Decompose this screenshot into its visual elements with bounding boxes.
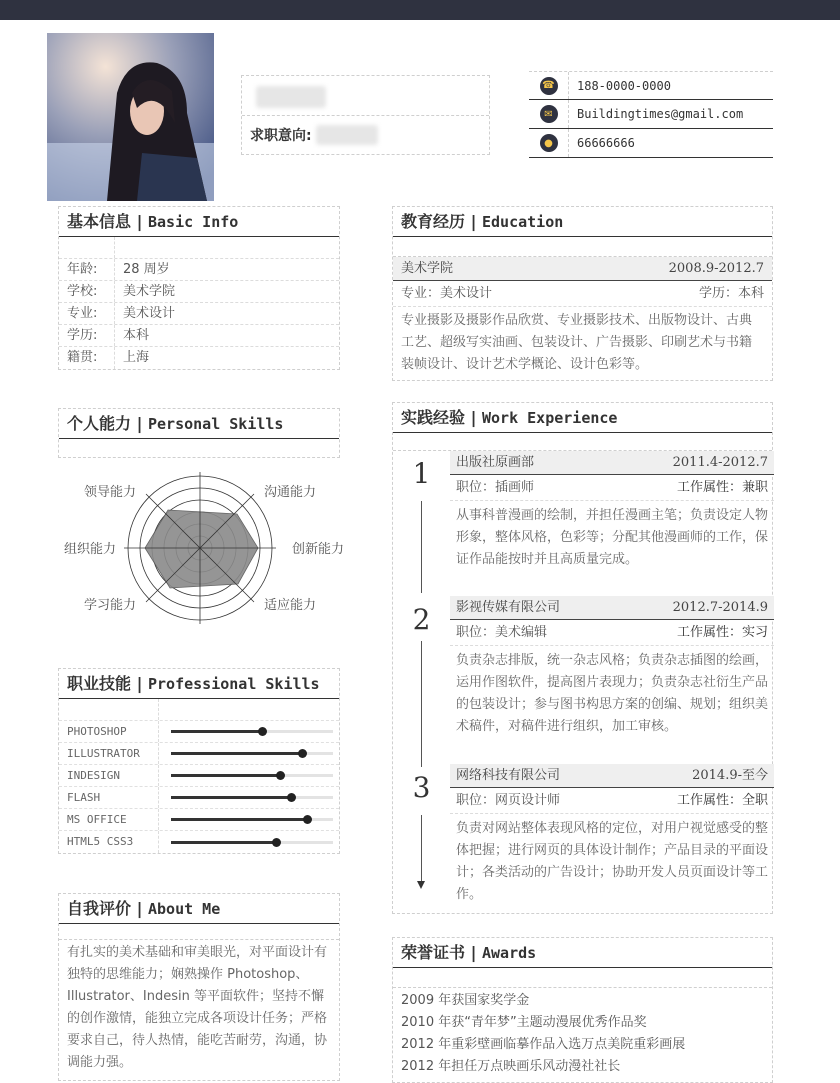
work-title-en: Work Experience bbox=[482, 409, 618, 427]
job-entry bbox=[450, 451, 774, 575]
radar-axis-label: 沟通能力 bbox=[264, 485, 317, 500]
job-description: 负责对网站整体表现风格的定位，对用户视觉感受的整体把握；进行网页的具体设计制作；产品目录的平面设计；各类活动的广告设计；协助开发人员页面设计等工作。 bbox=[456, 821, 769, 902]
basic-key: 学历: bbox=[59, 325, 115, 346]
basic-value: 28 周岁 bbox=[123, 262, 170, 277]
skill-level-knob bbox=[272, 838, 281, 847]
education-section bbox=[392, 206, 773, 381]
radar-axis-label: 组织能力 bbox=[64, 542, 117, 557]
contact-email: Buildingtimes@gmail.com bbox=[577, 107, 744, 121]
job-company-row bbox=[450, 451, 774, 475]
basic-info-title: 基本信息 | Basic Info bbox=[59, 207, 339, 237]
job-type: 工作属性：兼职 bbox=[676, 480, 768, 495]
job-number: 3 bbox=[412, 771, 431, 804]
radar-axis-label: 领导能力 bbox=[84, 485, 137, 500]
top-bar bbox=[0, 0, 840, 20]
name-box bbox=[241, 75, 490, 155]
skill-level-bar bbox=[171, 774, 333, 777]
basic-row bbox=[59, 281, 339, 303]
education-title-en: Education bbox=[482, 213, 564, 231]
profile-photo bbox=[47, 33, 214, 201]
awards-spacer bbox=[393, 968, 772, 988]
skill-name: PHOTOSHOP bbox=[59, 721, 159, 742]
basic-value: 美术设计 bbox=[123, 306, 176, 321]
job-position-row bbox=[450, 620, 774, 646]
skill-level-bar bbox=[171, 818, 333, 821]
phone-icon: ☎ bbox=[529, 72, 569, 99]
basic-row bbox=[59, 303, 339, 325]
education-description: 专业摄影及摄影作品欣赏、专业摄影技术、出版物设计、古典工艺、超级写实油画、包装设计、广告摄影、印刷艺术与书籍装帧设计、设计艺术学概论、设计色彩等。 bbox=[401, 313, 753, 372]
about-title-en: About Me bbox=[148, 900, 221, 918]
radar-axis-label: 适应能力 bbox=[264, 598, 317, 613]
education-school: 美术学院 bbox=[401, 261, 454, 276]
job-type: 工作属性：全职 bbox=[676, 793, 768, 808]
basic-value: 美术学院 bbox=[123, 284, 176, 299]
skill-row bbox=[59, 831, 339, 853]
skill-row bbox=[59, 787, 339, 809]
professional-skills-title-cn: 职业技能 bbox=[67, 674, 132, 693]
award-item: 2012 年重彩壁画临摹作品入选万点美院重彩画展 bbox=[401, 1037, 686, 1052]
education-school-row bbox=[393, 257, 772, 281]
basic-key: 专业: bbox=[59, 303, 115, 324]
timeline-line bbox=[421, 815, 422, 887]
qq-icon: ● bbox=[529, 129, 569, 157]
award-item: 2010 年获“青年梦”主题动漫展优秀作品奖 bbox=[401, 1015, 647, 1030]
work-spacer bbox=[393, 433, 772, 451]
professional-skills-section bbox=[58, 668, 340, 854]
job-company: 网络科技有限公司 bbox=[456, 768, 561, 783]
about-text: 有扎实的美术基础和审美眼光，对平面设计有独特的思维能力；娴熟操作 Photoshop、Illustrator、Indesin 等平面软件；坚持不懈的创作激情，能独立完成各项设计任务；严格要求自己，待人热情，能吃苦耐劳，沟通，协调能力强。 bbox=[67, 945, 328, 1070]
contact-phone: 188-0000-0000 bbox=[577, 78, 671, 93]
award-item: 2009 年获国家奖学金 bbox=[401, 993, 530, 1008]
awards-title-cn: 荣誉证书 bbox=[401, 943, 466, 962]
radar-axis-label: 创新能力 bbox=[292, 542, 345, 557]
name-row bbox=[242, 76, 489, 116]
skill-row bbox=[59, 721, 339, 743]
personal-skills-title-en: Personal Skills bbox=[148, 415, 284, 433]
job-company-row bbox=[450, 764, 774, 788]
job-company-row bbox=[450, 596, 774, 620]
job-number: 2 bbox=[412, 603, 431, 636]
job-description: 从事科普漫画的绘制，并担任漫画主笔；负责设定人物形象，整体风格，色彩等；分配其他漫画师的工作，保证作品能按时并且高质量完成。 bbox=[456, 508, 769, 567]
education-title: 教育经历 | Education bbox=[393, 207, 772, 237]
education-title-cn: 教育经历 bbox=[401, 212, 466, 231]
basic-row bbox=[59, 325, 339, 347]
skill-level-bar bbox=[171, 841, 333, 844]
personal-skills-section bbox=[58, 408, 345, 613]
skill-level-bar bbox=[171, 796, 333, 799]
work-title-cn: 实践经验 bbox=[401, 408, 466, 427]
basic-info-title-en: Basic Info bbox=[148, 213, 239, 231]
skill-level-bar bbox=[171, 752, 333, 755]
awards-section bbox=[392, 937, 773, 1083]
basic-value: 本科 bbox=[123, 328, 150, 343]
basic-row bbox=[59, 347, 339, 369]
skill-level-fill bbox=[171, 730, 262, 733]
contact-box bbox=[529, 71, 773, 158]
basic-spacer-row bbox=[59, 237, 339, 259]
timeline-line bbox=[421, 641, 422, 767]
job-description: 负责杂志排版，统一杂志风格；负责杂志插图的绘画，运用作图软件，提高图片表现力；负责杂志社衍生产品的包装设计；参与图书构思方案的创编、规划；组织美术稿件，对稿件进行组织，加工审核。 bbox=[456, 653, 769, 734]
job-position-row bbox=[450, 788, 774, 814]
professional-skills-title-en: Professional Skills bbox=[148, 675, 320, 693]
job-period: 2014.9-至今 bbox=[692, 768, 768, 783]
skill-level-fill bbox=[171, 796, 291, 799]
job-position: 职位：美术编辑 bbox=[456, 625, 548, 640]
job-entry bbox=[450, 764, 774, 910]
job-position: 职位：插画师 bbox=[456, 480, 535, 495]
awards-title-en: Awards bbox=[482, 944, 537, 962]
job-type: 工作属性：实习 bbox=[676, 625, 768, 640]
about-title-cn: 自我评价 bbox=[67, 899, 132, 918]
job-number: 1 bbox=[412, 457, 431, 490]
contact-qq: 66666666 bbox=[577, 136, 635, 150]
about-section bbox=[58, 893, 340, 1081]
education-degree: 学历：本科 bbox=[698, 286, 764, 301]
about-spacer bbox=[59, 924, 339, 940]
basic-key: 籍贯: bbox=[59, 347, 115, 369]
personal-skills-header bbox=[58, 408, 340, 458]
awards-title: 荣誉证书 | Awards bbox=[393, 938, 772, 968]
basic-key: 学校: bbox=[59, 281, 115, 302]
basic-row bbox=[59, 259, 339, 281]
job-intention-row bbox=[242, 116, 489, 154]
skill-name: MS OFFICE bbox=[59, 809, 159, 830]
timeline-arrow-icon bbox=[417, 881, 425, 889]
education-spacer bbox=[393, 237, 772, 257]
personal-skills-title-cn: 个人能力 bbox=[67, 414, 132, 433]
job-company: 影视传媒有限公司 bbox=[456, 600, 561, 615]
skill-name: ILLUSTRATOR bbox=[59, 743, 159, 764]
skill-row bbox=[59, 765, 339, 787]
skill-row bbox=[59, 809, 339, 831]
skill-name: HTML5 CSS3 bbox=[59, 831, 159, 853]
skill-level-knob bbox=[258, 727, 267, 736]
skill-level-knob bbox=[303, 815, 312, 824]
job-intention-blurred bbox=[316, 125, 378, 145]
basic-value: 上海 bbox=[123, 350, 150, 365]
skill-level-knob bbox=[276, 771, 285, 780]
job-period: 2011.4-2012.7 bbox=[672, 455, 768, 470]
basic-key: 年龄: bbox=[59, 259, 115, 280]
about-title: 自我评价 | About Me bbox=[59, 894, 339, 924]
contact-qq-row bbox=[529, 129, 773, 158]
job-intention-label: 求职意向: bbox=[250, 128, 312, 144]
job-period: 2012.7-2014.9 bbox=[672, 600, 768, 615]
skill-level-knob bbox=[298, 749, 307, 758]
basic-info-section bbox=[58, 206, 340, 370]
name-blurred bbox=[256, 86, 326, 108]
skill-level-fill bbox=[171, 818, 307, 821]
professional-skills-title: 职业技能 | Professional Skills bbox=[59, 669, 339, 699]
skills-radar-chart bbox=[48, 466, 348, 636]
award-item: 2012 年担任万点映画乐风动漫社社长 bbox=[401, 1059, 621, 1074]
skill-level-bar bbox=[171, 730, 333, 733]
education-period: 2008.9-2012.7 bbox=[668, 261, 764, 276]
job-company: 出版社原画部 bbox=[456, 455, 535, 470]
timeline-line bbox=[421, 501, 422, 593]
job-position-row bbox=[450, 475, 774, 501]
job-entry bbox=[450, 596, 774, 742]
skill-spacer-row bbox=[59, 699, 339, 721]
contact-phone-row bbox=[529, 71, 773, 100]
skill-name: FLASH bbox=[59, 787, 159, 808]
mail-icon: ✉ bbox=[529, 100, 569, 128]
job-position: 职位：网页设计师 bbox=[456, 793, 561, 808]
skill-row bbox=[59, 743, 339, 765]
work-title: 实践经验 | Work Experience bbox=[393, 403, 772, 433]
skill-level-fill bbox=[171, 752, 302, 755]
skill-name: INDESIGN bbox=[59, 765, 159, 786]
education-major-row bbox=[393, 281, 772, 307]
education-major: 专业：美术设计 bbox=[401, 286, 493, 301]
contact-email-row bbox=[529, 100, 773, 129]
radar-axis-label: 学习能力 bbox=[84, 598, 137, 613]
skill-level-knob bbox=[287, 793, 296, 802]
work-section bbox=[392, 402, 773, 914]
personal-skills-title: 个人能力 | Personal Skills bbox=[59, 409, 339, 439]
skill-level-fill bbox=[171, 774, 280, 777]
basic-info-title-cn: 基本信息 bbox=[67, 212, 132, 231]
skill-level-fill bbox=[171, 841, 276, 844]
